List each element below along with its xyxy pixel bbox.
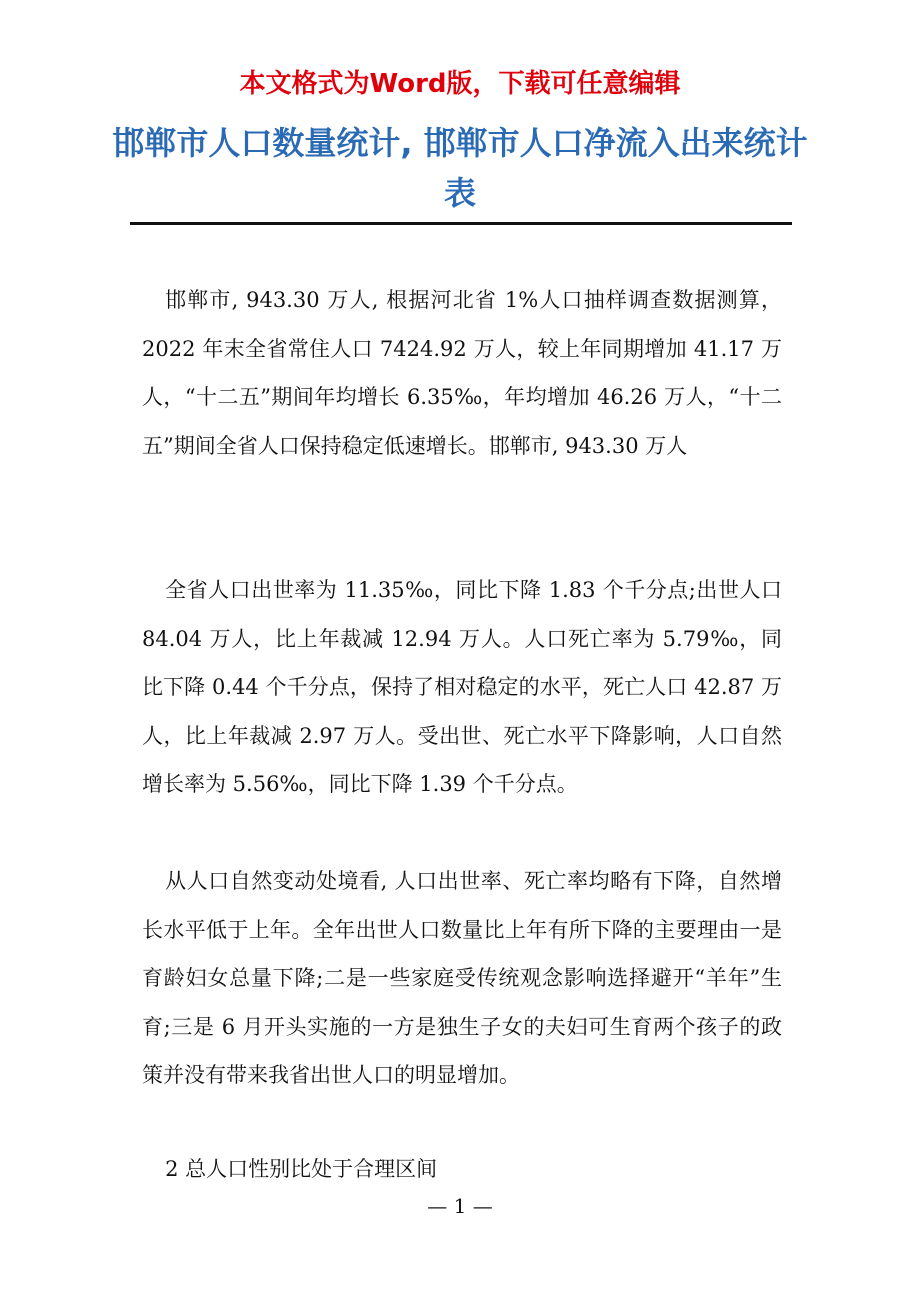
section-heading xyxy=(142,1145,782,1194)
download-banner: 本文格式为Word版，下载可任意编辑 xyxy=(239,69,681,99)
paragraph-text: 全省人口出世率为 11.35‰，同比下降 1.83 个千分点;出世人口 84.04 万人，比上年裁减 12.94 万人。人口死亡率为 5.79‰，同比下降 0.44 个千分点，保持了相对稳定的水平，死亡人口 42.87 万人，比上年裁减 2.97 万人。受出世、死亡水平下降影响，人口自然增长率为 5.56‰，同比下降 1.39 个千分点。 xyxy=(142,578,782,796)
paragraph-3 xyxy=(142,857,782,1100)
paragraph-2 xyxy=(142,566,782,809)
paragraph-1 xyxy=(142,276,782,470)
document-title: 邯郸市人口数量统计, 邯郸市人口净流入出来统计表 xyxy=(112,124,808,212)
title-divider xyxy=(130,222,792,225)
paragraph-text: 从人口自然变动处境看, 人口出世率、死亡率均略有下降，自然增长水平低于上年。全年出世人口数量比上年有所下降的主要理由一是育龄妇女总量下降;二是一些家庭受传统观念影响选择避开“羊年”生育;三是 6 月开头实施的一方是独生子女的夫妇可生育两个孩子的政策并没有带来我省出世人口的明显增加。 xyxy=(142,869,782,1087)
section-heading-text: 2 总人口性别比处于合理区间 xyxy=(165,1157,438,1181)
page-number: — 1 — xyxy=(427,1194,493,1218)
paragraph-text: 邯郸市, 943.30 万人, 根据河北省 1%人口抽样调查数据测算，2022 年末全省常住人口 7424.92 万人，较上年同期增加 41.17 万人，“十二五”期间年均增长 6.35‰，年均增加 46.26 万人，“十二五”期间全省人口保持稳定低速增长。邯郸市, 943.30 万人 xyxy=(142,288,782,458)
